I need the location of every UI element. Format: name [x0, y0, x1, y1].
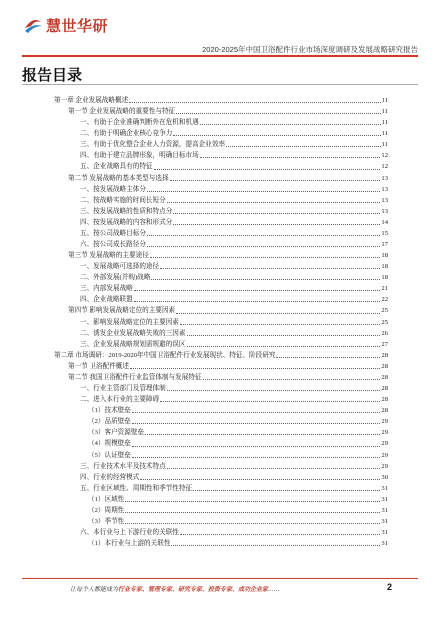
toc-dot-leader [147, 246, 380, 247]
toc-entry-title: （3）客户资源壁垒 [88, 429, 145, 437]
toc-entry-title: 三、行业技术水平及技术特点 [80, 462, 166, 470]
toc-entry-title: 一、发展战略可选择的途径 [80, 263, 160, 271]
toc-dot-leader [125, 523, 380, 524]
toc-entry[interactable] [54, 250, 388, 261]
toc-entry-title: 五、按公司战略目标分 [80, 229, 146, 237]
toc-page-number: 14 [381, 218, 388, 226]
toc-entry-title: 第二节 发展战略的基本类型与选择 [68, 174, 169, 182]
toc-dot-leader [170, 180, 381, 181]
footer-roles: 行业专家、管理专家、研究专家、投资专家、成功企业家 [118, 587, 269, 593]
toc-entry[interactable] [54, 328, 388, 339]
toc-dot-leader [150, 257, 381, 258]
toc-entry[interactable] [54, 438, 388, 449]
toc-dot-leader [129, 102, 380, 103]
toc-entry-title: 一、影响发展战略定位的主要因素 [80, 318, 179, 326]
toc-page-number: 31 [381, 506, 388, 514]
toc-entry[interactable] [54, 184, 388, 195]
toc-entry[interactable] [54, 305, 388, 316]
toc-entry-title: 四、企业战略联盟 [80, 296, 133, 304]
toc-entry[interactable] [54, 106, 388, 117]
toc-entry[interactable] [54, 228, 388, 239]
toc-entry[interactable] [54, 472, 388, 483]
toc-entry[interactable] [54, 450, 388, 461]
toc-dot-leader [132, 457, 381, 458]
toc-dot-leader [147, 191, 380, 192]
toc-page-number: 15 [381, 229, 388, 237]
title-divider [22, 84, 418, 85]
toc-entry-title: 二、进入本行业的主要障碍 [80, 396, 160, 404]
page-number: 2 [386, 582, 392, 592]
toc-page-number: 17 [381, 241, 388, 249]
logo [22, 12, 114, 40]
toc-entry[interactable] [54, 339, 388, 350]
toc-entry[interactable] [54, 494, 388, 505]
toc-page-number: 18 [381, 274, 388, 282]
toc-entry-title: 三、按发展战略的性质和特点分 [80, 207, 173, 215]
toc-page-number: 29 [381, 451, 388, 459]
toc-dot-leader [180, 324, 381, 325]
toc-page-number: 28 [381, 385, 388, 393]
toc-page-number: 31 [381, 484, 388, 492]
toc-page-number: 11 [381, 119, 388, 127]
toc-entry[interactable] [54, 117, 388, 128]
toc-entry-title: （1）技术壁垒 [88, 407, 131, 415]
footer-suffix: …… [268, 587, 281, 593]
toc-entry[interactable] [54, 217, 388, 228]
toc-page-number: 27 [381, 340, 388, 348]
toc-entry-title: 一、有助于企业准确判断外在危机和机遇 [80, 119, 199, 127]
toc-page-number: 18 [381, 263, 388, 271]
toc-dot-leader [140, 479, 380, 480]
footer-divider [22, 578, 418, 579]
toc-entry[interactable] [54, 317, 388, 328]
toc-dot-leader [203, 379, 381, 380]
page-header [0, 0, 440, 60]
toc-dot-leader [151, 279, 380, 280]
report-header-title: 2020-2025年中国卫浴配件行业市场深度调研及发展战略研究报告 [202, 45, 418, 54]
footer-slogan [70, 584, 280, 593]
toc-dot-leader [176, 313, 380, 314]
toc-page-number: 18 [381, 252, 388, 260]
toc-dot-leader [173, 224, 380, 225]
toc-entry[interactable] [54, 128, 388, 139]
toc-dot-leader [160, 268, 380, 269]
toc-entry[interactable] [54, 361, 388, 372]
toc-entry-title: 第四节 影响发展战略定位的主要因素 [68, 307, 176, 315]
toc-dot-leader [226, 146, 381, 147]
toc-entry-title: 第三节 发展战略的主要途径 [68, 252, 149, 260]
toc-page-number: 31 [381, 529, 388, 537]
toc-entry-title: 三、内部发展战略 [80, 285, 133, 293]
toc-page-number: 28 [381, 373, 388, 381]
toc-page-number: 28 [381, 362, 388, 370]
toc-page-number: 31 [381, 517, 388, 525]
toc-entry-title: 二、外部发展(并购)战略 [80, 274, 151, 282]
toc-dot-leader [173, 213, 380, 214]
toc-entry-title: （2）品质壁垒 [88, 418, 131, 426]
toc-dot-leader [132, 423, 381, 424]
toc-dot-leader [167, 390, 381, 391]
toc-entry-title: 二、按战略实施的时间长短分 [80, 196, 166, 204]
toc-entry[interactable] [54, 405, 388, 416]
toc-dot-leader [167, 468, 381, 469]
toc-entry[interactable] [54, 195, 388, 206]
toc-page-number: 12 [381, 152, 388, 160]
table-of-contents [54, 95, 388, 549]
toc-dot-leader [200, 124, 381, 125]
logo-icon [22, 14, 44, 36]
toc-entry[interactable] [54, 272, 388, 283]
toc-entry[interactable] [54, 150, 388, 161]
toc-entry-title: 五、企业战略具有的特征 [80, 163, 153, 171]
toc-page-number: 29 [381, 440, 388, 448]
toc-entry[interactable] [54, 206, 388, 217]
toc-page-number: 22 [381, 296, 388, 304]
toc-entry-title: 五、行业区域性、周期性和季节性特征 [80, 484, 193, 492]
toc-entry[interactable] [54, 139, 388, 150]
toc-entry-title: （2）周期性 [88, 506, 125, 514]
toc-page-number: 11 [381, 141, 388, 149]
toc-entry[interactable] [54, 173, 388, 184]
toc-dot-leader [130, 368, 380, 369]
toc-dot-leader [180, 534, 381, 535]
toc-entry[interactable] [54, 95, 388, 106]
toc-entry-title: （1）区域性 [88, 495, 125, 503]
toc-dot-leader [276, 357, 380, 358]
toc-dot-leader [200, 157, 381, 158]
toc-entry-title: 第一节 卫浴配件概述 [68, 362, 129, 370]
toc-page-number: 30 [381, 473, 388, 481]
toc-entry[interactable] [54, 483, 388, 494]
toc-page-number: 11 [381, 97, 388, 104]
toc-entry-title: 一、按发展战略主体分 [80, 185, 146, 193]
toc-entry-title: 六、按公司成长路径分 [80, 241, 146, 249]
toc-entry[interactable] [54, 372, 388, 383]
toc-entry-title: 二、诱发企业发展战略失败的三因素 [80, 329, 186, 337]
toc-dot-leader [193, 490, 380, 491]
toc-entry[interactable] [54, 383, 388, 394]
toc-entry[interactable] [54, 527, 388, 538]
toc-dot-leader [125, 501, 380, 502]
toc-dot-leader [176, 113, 380, 114]
toc-page-number: 29 [381, 418, 388, 426]
toc-entry-title: 四、行业的经营模式 [80, 473, 140, 481]
toc-entry-title: （3）季节性 [88, 517, 125, 525]
toc-page-number: 29 [381, 462, 388, 470]
footer-prefix: 让每个人都能成为 [70, 587, 119, 593]
toc-page-number: 28 [381, 351, 388, 359]
toc-dot-leader [134, 301, 381, 302]
toc-entry[interactable] [54, 283, 388, 294]
toc-dot-leader [187, 335, 381, 336]
toc-entry[interactable] [54, 461, 388, 472]
toc-entry[interactable] [54, 516, 388, 527]
toc-entry[interactable] [54, 239, 388, 250]
toc-page-number: 11 [381, 108, 388, 116]
toc-page-number: 29 [381, 429, 388, 437]
toc-page-number: 13 [381, 174, 388, 182]
toc-dot-leader [145, 434, 380, 435]
toc-page-number: 25 [381, 307, 388, 315]
toc-entry[interactable] [54, 294, 388, 305]
toc-entry-title: 四、有助于建立品牌形象，明确目标市场 [80, 152, 199, 160]
header-divider [22, 55, 418, 57]
toc-page-number: 28 [381, 396, 388, 404]
toc-entry-title: （5）认证壁垒 [88, 451, 131, 459]
toc-dot-leader [134, 290, 381, 291]
toc-dot-leader [167, 202, 381, 203]
toc-entry-title: 四、按发展战略的内容和形式分 [80, 218, 173, 226]
toc-entry-title: 二、有助于明确企业核心竞争力 [80, 130, 173, 138]
toc-dot-leader [132, 446, 381, 447]
toc-entry-title: （1）本行业与上游的关联性 [88, 540, 171, 548]
toc-entry[interactable] [54, 538, 388, 549]
toc-entry-title: 第一章 企业发展战略概述 [54, 97, 129, 104]
toc-entry[interactable] [54, 394, 388, 405]
toc-entry-title: （4）规模壁垒 [88, 440, 131, 448]
toc-dot-leader [147, 235, 380, 236]
toc-page-number: 31 [381, 540, 388, 548]
toc-page-number: 11 [381, 130, 388, 138]
toc-entry[interactable] [54, 416, 388, 427]
toc-dot-leader [154, 169, 381, 170]
toc-entry[interactable] [54, 261, 388, 272]
toc-page-number: 12 [381, 163, 388, 171]
toc-dot-leader [187, 346, 381, 347]
toc-dot-leader [171, 545, 380, 546]
toc-page-number: 13 [381, 207, 388, 215]
toc-dot-leader [132, 412, 381, 413]
toc-page-number: 28 [381, 407, 388, 415]
toc-page-number: 13 [381, 196, 388, 204]
toc-entry[interactable] [54, 427, 388, 438]
toc-entry[interactable] [54, 505, 388, 516]
toc-page-number: 31 [381, 495, 388, 503]
toc-dot-leader [125, 512, 380, 513]
toc-dot-leader [160, 401, 380, 402]
toc-entry-title: 一、行业主管部门及管理体制 [80, 385, 166, 393]
toc-entry-title: 六、本行业与上下游行业的关联性 [80, 529, 179, 537]
logo-text: 慧世华研 [46, 18, 109, 35]
toc-page-number: 25 [381, 318, 388, 326]
toc-entry-title: 第二章 市场调研：2019-2020年中国卫浴配件行业发展现状、特征、阶段研究 [54, 351, 276, 359]
toc-entry[interactable] [54, 161, 388, 172]
toc-entry-title: 第二节 我国卫浴配件行业监管体制与发展特征 [68, 373, 202, 381]
toc-page-number: 21 [381, 285, 388, 293]
toc-dot-leader [173, 135, 380, 136]
toc-page-number: 13 [381, 185, 388, 193]
toc-entry-title: 三、有助于优化整合企业人力资源，提高企业效率 [80, 141, 226, 149]
toc-entry-title: 三、企业发展战略规划需规避的误区 [80, 340, 186, 348]
toc-entry[interactable] [54, 350, 388, 361]
toc-entry-title: 第一节 企业发展战略的重要性与特征 [68, 108, 176, 116]
toc-page-number: 26 [381, 329, 388, 337]
page-title: 报告目录 [22, 67, 83, 84]
